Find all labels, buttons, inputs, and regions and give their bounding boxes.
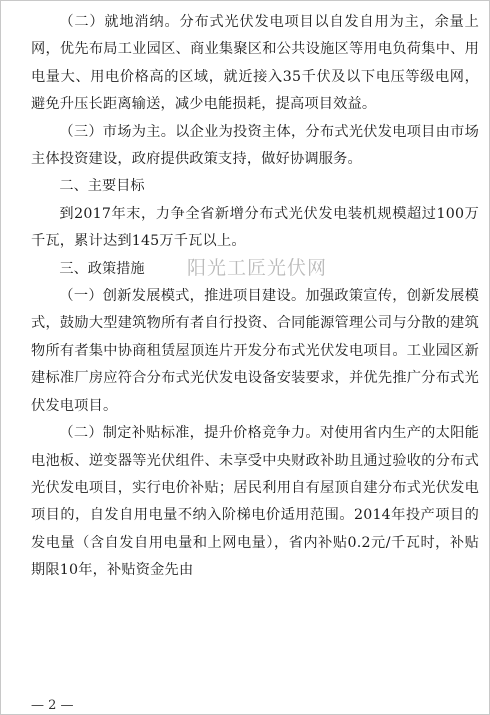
paragraph-local-consumption: （二）就地消纳。分布式光伏发电项目以自发自用为主，余量上网，优先布局工业园区、商业集聚区和公共设施区等用电负荷集中、用电量大、用电价格高的区域，就近接入35千伏及以下电压等级电网，避免升压长距离输送，减少电能损耗，提高项目效益。 bbox=[31, 14, 479, 113]
paragraph-innovate-development: （一）创新发展模式，推进项目建设。加强政策宣传，创新发展模式，鼓励大型建筑物所有者自行投资、合同能源管理公司与分散的建筑物所有者集中协商租赁屋顶连片开发分布式光伏发电项目。工业园区新建标准厂房应符合分布式光伏发电设备安装要求，并优先推广分布式光伏发电项目。 bbox=[31, 288, 479, 414]
section-heading-row-policy bbox=[31, 256, 479, 283]
watermark-logo-text: 阳光工匠光伏网 bbox=[187, 256, 328, 279]
paragraph-market-oriented: （三）市场为主。以企业为投资主体，分布式光伏发电项目由市场主体投资建设，政府提供政策支持，做好协调服务。 bbox=[31, 123, 479, 168]
section-heading-main-goals: 二、主要目标 bbox=[59, 178, 145, 195]
document-body bbox=[31, 9, 479, 585]
page-number: — 2 — bbox=[31, 698, 74, 713]
paragraph-main-goals: 到2017年末，力争全省新增分布式光伏发电装机规模超过100万千瓦，累计达到145万千瓦以上。 bbox=[31, 205, 479, 250]
paragraph-subsidy-standard: （二）制定补贴标准，提升价格竞争力。对使用省内生产的太阳能电池板、逆变器等光伏组件、未享受中央财政补助且通过验收的分布式光伏发电项目，实行电价补贴；居民利用自有屋顶自建分布式光伏发电项目的，自发自用电量不纳入阶梯电价适用范围。2014年投产项目的发电量（含自发自用电量和上网电量），省内补贴0.2元/千瓦时，补贴期限10年，补贴资金先由 bbox=[31, 425, 479, 579]
section-heading-policy-measures: 三、政策措施 bbox=[59, 260, 145, 277]
